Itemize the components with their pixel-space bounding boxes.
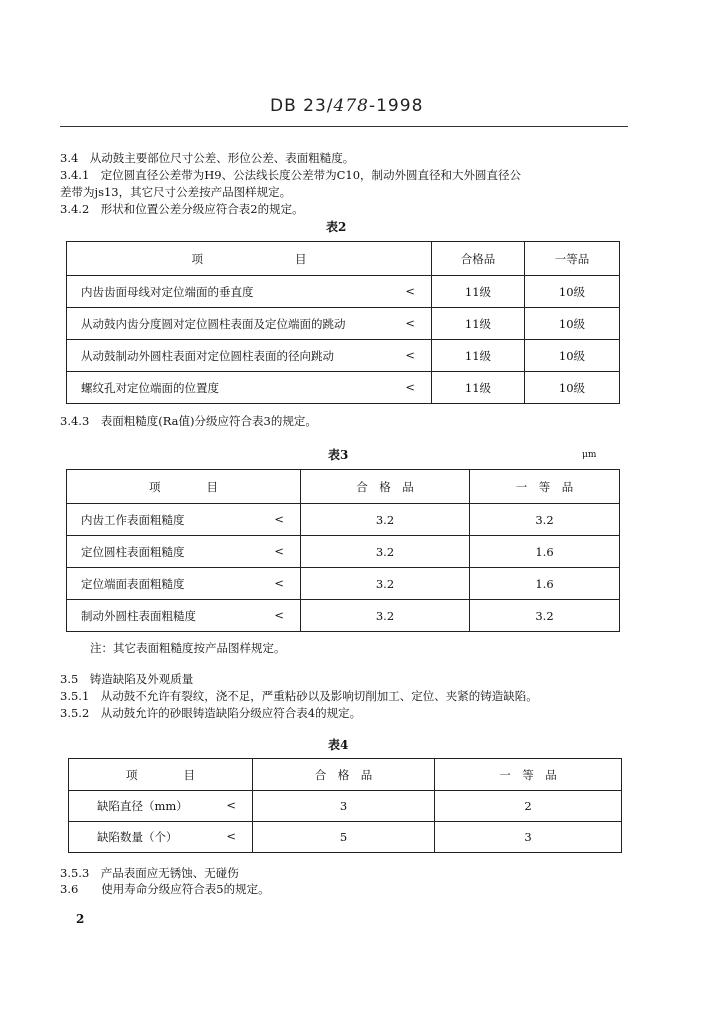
table3-first: 3.2 — [470, 600, 620, 632]
table-row — [67, 340, 620, 372]
para-3-6: 3.6 使用寿命分级应符合表5的规定。 — [60, 882, 270, 896]
table3-header-item: 项 目 — [67, 470, 301, 504]
table-row — [67, 504, 620, 536]
table4 — [68, 758, 622, 853]
table3-qualified: 3.2 — [301, 600, 470, 632]
table3-caption: 表3 — [328, 448, 349, 462]
table2-first: 10级 — [525, 276, 620, 308]
table4-first: 3 — [435, 822, 622, 853]
header-prefix: DB 23/ — [270, 96, 334, 116]
table2-item: 内齿齿面母线对定位端面的垂直度 < — [67, 276, 432, 308]
para-3-4-2: 3.4.2 形状和位置公差分级应符合表2的规定。 — [60, 202, 304, 216]
header-rule — [60, 126, 628, 127]
table2-qualified: 11级 — [432, 340, 525, 372]
table3-qualified: 3.2 — [301, 568, 470, 600]
table2 — [66, 241, 620, 404]
table2-item: 螺纹孔对定位端面的位置度 < — [67, 372, 432, 404]
table4-item: 缺陷直径（mm） < — [69, 791, 253, 822]
table3-first: 1.6 — [470, 568, 620, 600]
table4-header-item: 项 目 — [69, 759, 253, 791]
table2-header-qualified: 合格品 — [432, 242, 525, 276]
table-row — [67, 568, 620, 600]
table3-header-row — [67, 470, 620, 504]
para-3-4: 3.4 从动鼓主要部位尺寸公差、形位公差、表面粗糙度。 — [60, 151, 355, 165]
para-3-4-3: 3.4.3 表面粗糙度(Ra值)分级应符合表3的规定。 — [60, 414, 317, 428]
table2-first: 10级 — [525, 340, 620, 372]
table-row — [67, 308, 620, 340]
table-row — [67, 276, 620, 308]
table3-item: 制动外圆柱表面粗糙度 < — [67, 600, 301, 632]
table2-header-item: 项 目 — [67, 242, 432, 276]
table3-item: 定位端面表面粗糙度 < — [67, 568, 301, 600]
table-row — [67, 536, 620, 568]
table2-qualified: 11级 — [432, 308, 525, 340]
para-3-4-1: 3.4.1 定位圆直径公差带为H9、公法线长度公差带为C10，制动外圆直径和大外圆直径公 — [60, 168, 522, 182]
table-row — [67, 600, 620, 632]
table2-item: 从动鼓制动外圆柱表面对定位圆柱表面的径向跳动 < — [67, 340, 432, 372]
table2-qualified: 11级 — [432, 276, 525, 308]
table3-first: 1.6 — [470, 536, 620, 568]
table4-qualified: 5 — [253, 822, 435, 853]
table3-header-qualified: 合 格 品 — [301, 470, 470, 504]
table2-first: 10级 — [525, 308, 620, 340]
table3-item: 内齿工作表面粗糙度 < — [67, 504, 301, 536]
para-3-5-3: 3.5.3 产品表面应无锈蚀、无碰伤 — [60, 866, 239, 880]
table4-header-row — [69, 759, 622, 791]
table3 — [66, 469, 620, 632]
table2-header-first: 一等品 — [525, 242, 620, 276]
table3-first: 3.2 — [470, 504, 620, 536]
table3-item: 定位圆柱表面粗糙度 < — [67, 536, 301, 568]
table3-header-first: 一 等 品 — [470, 470, 620, 504]
table-row — [69, 822, 622, 853]
table4-qualified: 3 — [253, 791, 435, 822]
table4-header-qualified: 合 格 品 — [253, 759, 435, 791]
table2-item: 从动鼓内齿分度圆对定位圆柱表面及定位端面的跳动 < — [67, 308, 432, 340]
para-3-5-1: 3.5.1 从动鼓不允许有裂纹，浇不足，严重粘砂以及影响切削加工、定位、夹紧的铸造缺陷。 — [60, 689, 538, 703]
table2-caption: 表2 — [326, 220, 347, 234]
table4-first: 2 — [435, 791, 622, 822]
document-header — [270, 96, 423, 116]
table3-qualified: 3.2 — [301, 536, 470, 568]
table3-unit: μm — [582, 450, 597, 460]
header-handwritten-number: 478 — [333, 96, 369, 116]
table3-note: 注：其它表面粗糙度按产品图样规定。 — [90, 641, 286, 655]
table4-caption: 表4 — [328, 738, 349, 752]
table-row — [69, 791, 622, 822]
table2-first: 10级 — [525, 372, 620, 404]
para-3-5-2: 3.5.2 从动鼓允许的砂眼铸造缺陷分级应符合表4的规定。 — [60, 706, 362, 720]
page-number: 2 — [76, 912, 85, 926]
table4-item: 缺陷数量（个） < — [69, 822, 253, 853]
table4-header-first: 一 等 品 — [435, 759, 622, 791]
table2-header-row — [67, 242, 620, 276]
table3-qualified: 3.2 — [301, 504, 470, 536]
header-suffix: -1998 — [368, 96, 424, 116]
para-3-4-1-cont: 差带为js13，其它尺寸公差按产品图样规定。 — [60, 185, 292, 199]
para-3-5: 3.5 铸造缺陷及外观质量 — [60, 672, 194, 686]
table2-qualified: 11级 — [432, 372, 525, 404]
table-row — [67, 372, 620, 404]
